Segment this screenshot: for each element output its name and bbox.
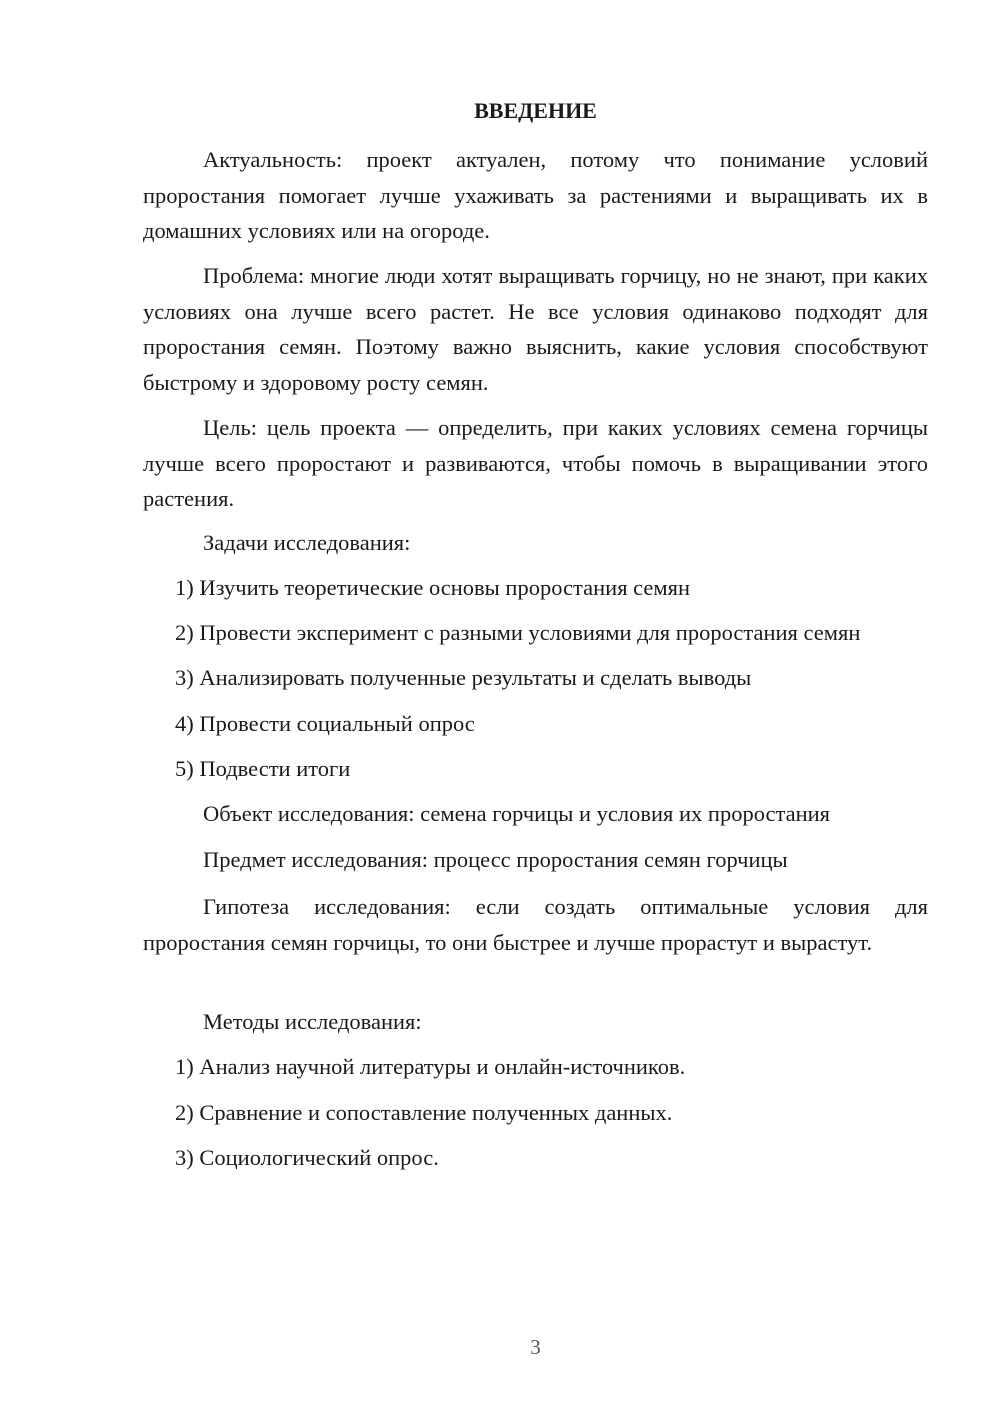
goal-paragraph: Цель: цель проекта — определить, при каких условиях семена горчицы лучше всего проростают и развиваются, чтобы помочь в выращивании этого растения. [143, 415, 928, 511]
subject-line: Предмет исследования: процесс проростания семян горчицы [203, 847, 788, 872]
method-item-1: 1) Анализ научной литературы и онлайн-источников. [175, 1054, 686, 1079]
page-number: 3 [530, 1335, 541, 1359]
tasks-heading: Задачи исследования: [203, 530, 411, 555]
methods-heading: Методы исследования: [203, 1009, 422, 1034]
task-item-5: 5) Подвести итоги [175, 756, 351, 781]
task-item-2: 2) Провести эксперимент с разными условиями для проростания семян [175, 620, 861, 645]
method-item-3: 3) Социологический опрос. [175, 1145, 439, 1170]
hypothesis-paragraph: Гипотеза исследования: если создать оптимальные условия для проростания семян горчицы, то они быстрее и лучше прорастут и вырастут. [143, 894, 928, 955]
method-item-2: 2) Сравнение и сопоставление полученных данных. [175, 1100, 673, 1125]
document-page [143, 0, 928, 1414]
relevance-paragraph: Актуальность: проект актуален, потому что понимание условий проростания помогает лучше ухаживать за растениями и выращивать их в домашних условиях или на огороде. [143, 147, 928, 243]
section-title: ВВЕДЕНИЕ [474, 98, 597, 123]
object-line: Объект исследования: семена горчицы и условия их проростания [203, 801, 831, 826]
task-item-4: 4) Провести социальный опрос [175, 711, 475, 736]
task-item-3: 3) Анализировать полученные результаты и сделать выводы [175, 665, 752, 690]
problem-paragraph: Проблема: многие люди хотят выращивать горчицу, но не знают, при каких условиях она лучше всего растет. Не все условия одинаково подходят для проростания семян. Поэтому важно выяснить, какие условия способствуют быстрому и здоровому росту семян. [143, 263, 928, 395]
task-item-1: 1) Изучить теоретические основы проростания семян [175, 575, 691, 600]
